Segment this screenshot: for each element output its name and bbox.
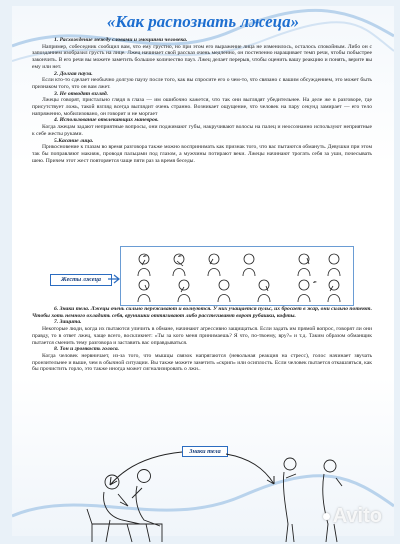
- poster-page: [12, 6, 394, 536]
- section-heading: 2. Долгая пауза.: [54, 70, 93, 77]
- section-heading: 7. Защита.: [54, 319, 82, 326]
- section-signs-1-5: [32, 37, 372, 164]
- gestures-label: Жесты лжеца: [50, 274, 112, 286]
- section-heading: 6. Знаки тела. Лжецы очень сильно переживают и волнуются. У них учащается пульс, их бросает в жар, они сильно потеют. Чтобы хоть немного охладить себя, врунишки оттягивают либо расстегивают ворот рубашки, кофты.: [32, 306, 372, 319]
- body-signs-label: Знаки тела: [182, 446, 228, 457]
- avito-watermark: [323, 505, 382, 528]
- section-paragraph: Некоторые люди, когда их пытаются уличить в обмане, начинают агрессивно защищаться. Если задать им прямой вопрос, говорят ли они правду, то в ответ лжец, чаще всего, воскликнет: «Ты за кого меня принимаешь? Я что, по-твоему, вру?» и т.д. Таким образом обманщик пытается сменить тему разговора и заставить вас оправдываться.: [32, 326, 372, 346]
- gesture-illustrations: [120, 246, 354, 306]
- gesture-figures-drawing: [121, 247, 353, 305]
- section-paragraph: Лжецы говорят, пристально глядя в глаза — им ошибочно кажется, что так они выглядят убедительнее. На деле же в разговоре, где присутствует ложь, такой взгляд всегда выглядит очень странно. Возникает ощущение, что человек на пару секунд замирает — его тело напряженно, мобилизовано, он говорит и не моргает: [32, 97, 372, 117]
- section-heading: 4. Использование отвлекающих маневров.: [54, 117, 159, 124]
- section-paragraph: Когда человек нервничает, из-за того, что мышцы связок напрягаются (невольная реакция на стресс), голос начинает звучать пронзительнее и выше, чем в обычной ситуации. Вы также можете заметить «скрип» или осиплость. Если человек пытается откашляться, как бы прочистить горло, это также иногда может сигнализировать о лжи..: [32, 352, 372, 373]
- body-language-illustration: [72, 454, 400, 544]
- section-heading: 8. Тон и громкость голоса.: [54, 346, 120, 353]
- section-signs-6-8: [32, 306, 372, 373]
- section-paragraph: Когда лжецам задают неприятные вопросы, они поджимают губы, накручивают волосы на палец и неосознанно используют неприятные к себе жесты руками.: [32, 124, 372, 137]
- watermark-text: Avito: [332, 505, 382, 527]
- section-heading: 1. Расхождение между словами и эмоциями человека.: [54, 37, 188, 43]
- section-heading: 3. Не отводят взгляд.: [54, 90, 109, 97]
- section-paragraph: Например, собеседник сообщил вам, что ему грустно, но при этом его выражение лица не изменилось, осталось спокойным. Либо он с запозданием изобразил грусть на лице. Лжец начинает свой рассказ очень медленно, он постепенно наращивает темп речи, чтобы побыстрее закончить. В его речи вы можете заметить большое количество пауз. Лжец делает перерыв, чтобы оценить вашу реакцию и понять, верите вы ему или нет.: [32, 43, 372, 70]
- section-heading: 5.Касание лица.: [54, 137, 94, 144]
- watermark-dot-icon: [323, 513, 330, 520]
- section-paragraph: Если кто-то сделает необычно долгую паузу после того, как вы спросите его о чем-то, что связано с вашим обсуждением, это может быть признаком того, что он вам лжет.: [32, 77, 372, 90]
- section-paragraph: Прикосновение к глазам во время разговора также можно воспринимать как признак того, что вас пытаются обмануть. Девушки при этом так бы поправляют макияж, проводя пальцами под глазом, а мужчины потирают веки. Лжецы начинают трогать себя за уши, почесывать шею. Причем этот жест повторяется чаще пяти раз за время беседы.: [32, 144, 372, 164]
- page-title: «Как распознать лжеца»: [106, 12, 300, 31]
